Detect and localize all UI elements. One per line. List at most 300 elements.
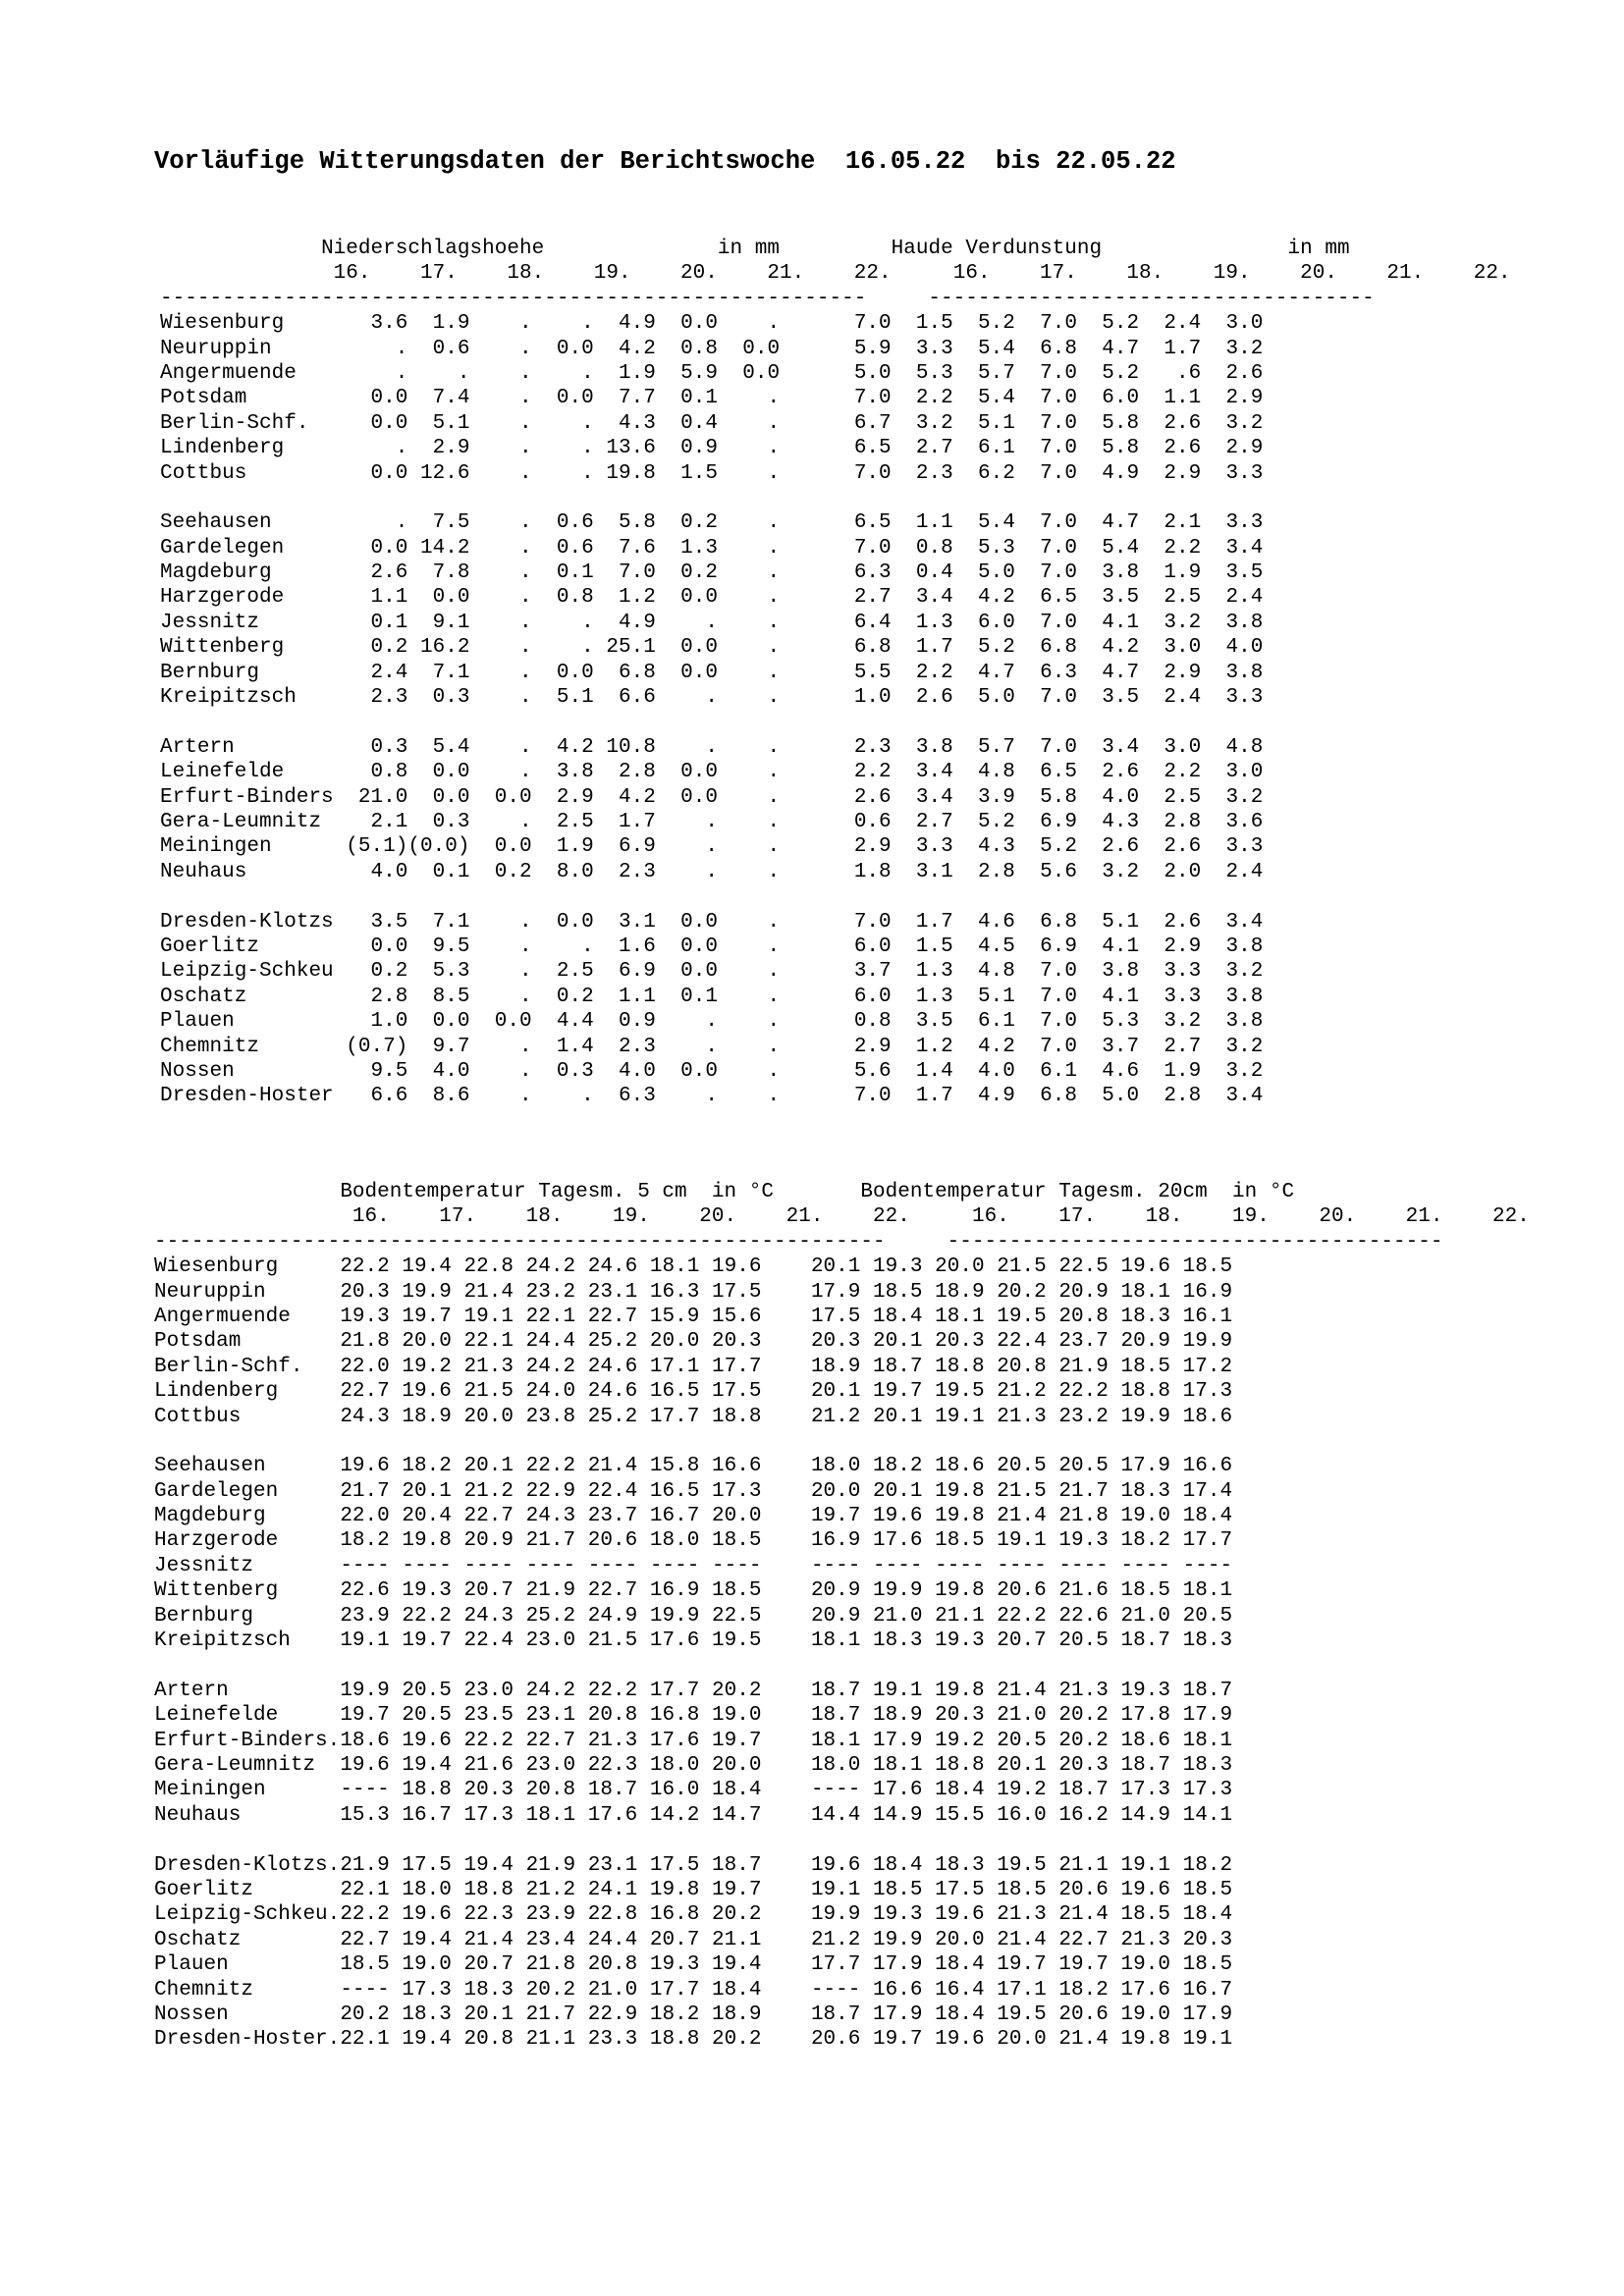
t20-value: 22.6 [1046, 1604, 1109, 1628]
precip-value: 9.7 [407, 1035, 470, 1058]
evap-value: 7.0 [1014, 1035, 1078, 1058]
station-name: Dresden-Klotzs [160, 910, 334, 934]
evap-value: 5.8 [1077, 437, 1140, 460]
evap-value: 3.4 [891, 586, 953, 610]
t5-value: 20.0 [637, 1330, 700, 1354]
day-header: 21. [1356, 1205, 1443, 1229]
evap-value: 7.0 [1014, 461, 1078, 485]
precip-value: . [407, 361, 470, 385]
t20-value: 17.5 [922, 1878, 985, 1901]
station-name: Goerlitz [154, 1878, 341, 1901]
station-name: Wiesenburg [160, 312, 334, 336]
unit-label: in °C [1231, 1181, 1295, 1203]
evap-value: 4.0 [952, 1059, 1015, 1083]
t5-value: 19.4 [451, 1853, 514, 1877]
evap-value: 7.0 [1014, 611, 1078, 634]
t20-value: ---- [860, 1554, 923, 1577]
table-row [154, 1853, 1530, 1878]
t5-value: 19.1 [340, 1629, 390, 1653]
day-header: 21. [736, 1205, 824, 1229]
precip-value: 0.0 [333, 536, 408, 560]
t5-value: 21.4 [451, 1928, 514, 1951]
table-row [154, 1952, 1530, 1977]
t5-value: 17.3 [699, 1479, 762, 1503]
t20-value: 20.1 [860, 1405, 923, 1428]
station-name: Gera-Leumnitz [160, 810, 334, 833]
evap-value: 5.2 [1077, 361, 1140, 385]
evap-value: 3.0 [1139, 636, 1202, 660]
t20-value: 20.0 [984, 2028, 1047, 2052]
evap-value: 0.6 [816, 810, 892, 833]
day-header: 16. [941, 262, 991, 286]
t20-value: 18.5 [1108, 1579, 1170, 1603]
evap-value: 6.0 [952, 611, 1015, 634]
t20-value: 18.1 [1108, 1280, 1170, 1304]
t20-value: 17.9 [1169, 1704, 1233, 1728]
precip-value: . [717, 561, 781, 585]
t5-value: 22.8 [575, 1903, 638, 1927]
table-row [154, 1629, 1530, 1653]
precip-value: . [655, 835, 718, 859]
t20-value: 18.8 [922, 1753, 985, 1777]
station-name: Neuhaus [154, 1803, 341, 1827]
unit-label: in °C [711, 1181, 775, 1203]
station-name: Kreipitzsch [154, 1629, 341, 1653]
t20-value: 18.4 [1169, 1505, 1233, 1528]
precip-value: 2.3 [593, 860, 656, 883]
precip-value: 3.6 [333, 312, 408, 336]
t20-value: 18.2 [1108, 1529, 1170, 1553]
precip-value: . [717, 785, 781, 809]
evap-value: 7.0 [1014, 361, 1078, 385]
precip-value: 1.9 [407, 312, 470, 336]
t5-value: 23.5 [451, 1704, 514, 1728]
evap-value: 2.7 [891, 810, 953, 833]
t20-value: 19.8 [922, 1479, 985, 1503]
station-name: Meiningen [160, 835, 334, 859]
t5-value: 17.7 [637, 1978, 700, 2002]
blank-line [154, 1828, 1530, 1852]
evap-value: 3.2 [1139, 611, 1202, 634]
precip-value: 7.4 [407, 387, 470, 410]
evap-value: 7.0 [1014, 960, 1078, 984]
t5-value: ---- [340, 1978, 390, 2002]
precip-value: . [717, 661, 781, 684]
evap-value: 3.2 [1201, 1035, 1264, 1058]
t20-value: 21.2 [810, 1405, 861, 1428]
t5-value: 18.8 [699, 1405, 762, 1428]
t20-value: 18.7 [1108, 1753, 1170, 1777]
t5-value: 18.4 [699, 1779, 762, 1802]
t20-value: 18.1 [810, 1729, 861, 1752]
evap-value: 0.8 [816, 1010, 892, 1034]
t20-value: 18.4 [860, 1853, 923, 1877]
t20-value: 19.2 [922, 1729, 985, 1752]
evap-value: 6.5 [816, 437, 892, 460]
precip-value: . [717, 960, 781, 984]
evaporation-title: Haude Verdunstung [891, 238, 1103, 260]
t5-value: 21.9 [340, 1853, 390, 1877]
blank-line [160, 884, 1511, 909]
t20-value: 17.8 [1108, 1704, 1170, 1728]
t20-value: 19.6 [1108, 1255, 1170, 1279]
evap-value: 5.7 [952, 735, 1015, 759]
t5-value: 20.2 [699, 1679, 762, 1702]
precip-value: . [469, 411, 532, 435]
evap-value: 2.4 [1139, 312, 1202, 336]
precip-value: 0.0 [655, 934, 718, 958]
precip-value: 0.0 [717, 361, 781, 385]
t5-value: 19.0 [389, 1953, 452, 1977]
t5-value: 19.4 [699, 1953, 762, 1977]
precip-value: . [469, 1085, 532, 1108]
t20-value: 18.3 [1169, 1753, 1233, 1777]
t5-value: 24.3 [340, 1405, 390, 1428]
t5-value: 22.6 [340, 1579, 390, 1603]
precip-value: 7.1 [407, 910, 470, 934]
t20-value: 20.3 [922, 1330, 985, 1354]
t20-value: 20.8 [984, 1355, 1047, 1378]
evap-value: 5.3 [1077, 1010, 1140, 1034]
evap-value: 4.9 [952, 1085, 1015, 1108]
page-title: Vorläufige Witterungsdaten der Berichtswoche 16.05.22 bis 22.05.22 [154, 147, 1176, 176]
t20-value: 14.9 [860, 1803, 923, 1827]
evap-value: 5.4 [952, 387, 1015, 410]
evap-value: 4.0 [1077, 785, 1140, 809]
t20-value: 18.4 [922, 1779, 985, 1802]
t20-value: 22.4 [984, 1330, 1047, 1354]
t5-value: 19.9 [340, 1679, 390, 1702]
precip-value: 19.8 [593, 461, 656, 485]
t5-value: 16.7 [389, 1803, 452, 1827]
t5-value: 23.1 [575, 1280, 638, 1304]
t20-value: 16.9 [1169, 1280, 1233, 1304]
t5-value: 20.8 [575, 1953, 638, 1977]
t20-value: 19.3 [1108, 1679, 1170, 1702]
t20-value: 18.6 [922, 1455, 985, 1478]
t20-value: 19.3 [922, 1629, 985, 1653]
evap-value: 5.0 [952, 561, 1015, 585]
t5-value: 23.0 [514, 1753, 576, 1777]
t20-value: 21.5 [984, 1255, 1047, 1279]
t5-value: 24.2 [514, 1355, 576, 1378]
evap-value: 3.4 [1077, 735, 1140, 759]
t5-value: 20.2 [699, 1903, 762, 1927]
t20-value: 19.9 [810, 1903, 861, 1927]
precip-value: . [717, 387, 781, 410]
precip-value: 4.3 [593, 411, 656, 435]
t20-value: 18.4 [860, 1305, 923, 1328]
evap-value: 6.9 [1014, 934, 1078, 958]
t5-value: 22.2 [340, 1903, 390, 1927]
t5-value: 21.2 [514, 1878, 576, 1901]
t5-value: 20.1 [451, 2002, 514, 2026]
evap-value: 3.8 [1077, 561, 1140, 585]
precip-value: 5.8 [593, 511, 656, 535]
precip-value: 0.0 [469, 785, 532, 809]
t20-value: 19.5 [984, 1305, 1047, 1328]
table-row [154, 1679, 1530, 1703]
precip-value: 0.3 [531, 1059, 594, 1083]
divider: ----------------------------------------------------------- ---------------------------------------- [154, 1230, 1443, 1254]
precip-value: 2.5 [531, 960, 594, 984]
precip-value: . [531, 636, 594, 660]
t5-value: 19.8 [389, 1529, 452, 1553]
table-row [154, 1578, 1530, 1603]
precip-value: 0.2 [469, 860, 532, 883]
precip-value: 1.0 [333, 1010, 408, 1034]
precip-value: . [469, 960, 532, 984]
evap-value: 5.4 [1077, 536, 1140, 560]
precip-value: (0.7) [333, 1035, 408, 1058]
evap-value: 2.5 [1139, 586, 1202, 610]
precip-value: 0.1 [655, 387, 718, 410]
table-row [154, 1355, 1530, 1379]
precip-value: 1.9 [593, 361, 656, 385]
precip-value: 0.3 [407, 810, 470, 833]
precip-value: 16.2 [407, 636, 470, 660]
precip-value: . [717, 586, 781, 610]
t5-value: 20.3 [699, 1330, 762, 1354]
t20-value: 19.1 [1169, 2028, 1233, 2052]
t5-value: 22.7 [575, 1579, 638, 1603]
t5-value: 20.0 [699, 1505, 762, 1528]
precip-value: . [717, 1085, 781, 1108]
t5-value: 21.2 [451, 1479, 514, 1503]
t20-value: 21.4 [984, 1928, 1047, 1951]
t5-value: 20.7 [451, 1579, 514, 1603]
precip-value: 0.4 [655, 411, 718, 435]
evap-value: 3.2 [1077, 860, 1140, 883]
evap-value: 2.6 [1077, 761, 1140, 784]
evap-value: 2.6 [816, 785, 892, 809]
t5-value: 19.7 [699, 1878, 762, 1901]
evap-value: 7.0 [816, 461, 892, 485]
table-row [154, 1778, 1530, 1802]
day-header: 20. [1269, 1205, 1357, 1229]
precip-value: 0.1 [531, 561, 594, 585]
t5-value: 17.3 [389, 1978, 452, 2002]
t20-value: 17.9 [810, 1280, 861, 1304]
t20-value: 21.2 [984, 1380, 1047, 1404]
t5-value: 20.1 [389, 1479, 452, 1503]
t20-value: 20.1 [810, 1255, 861, 1279]
precip-value: 21.0 [333, 785, 408, 809]
table-row [160, 785, 1511, 810]
evap-value: 5.2 [952, 810, 1015, 833]
precip-value: . [531, 1085, 594, 1108]
precip-value: 0.0 [717, 337, 781, 360]
precip-value: 0.1 [407, 860, 470, 883]
t20-value: 20.1 [860, 1479, 923, 1503]
t20-value: 14.9 [1108, 1803, 1170, 1827]
t5-value: 24.6 [575, 1355, 638, 1378]
t20-value: 18.5 [860, 1280, 923, 1304]
evap-value: 3.8 [1201, 934, 1264, 958]
precip-value: . [655, 1010, 718, 1034]
t5-value: 23.9 [514, 1903, 576, 1927]
t20-value: 19.7 [860, 2028, 923, 2052]
t20-value: 16.9 [810, 1529, 861, 1553]
t5-value: 14.2 [637, 1803, 700, 1827]
t5-value: 18.8 [389, 1779, 452, 1802]
t20-value: 19.1 [810, 1878, 861, 1901]
t5-value: 20.2 [340, 2002, 390, 2026]
table-row [160, 635, 1511, 660]
station-name: Nossen [160, 1059, 334, 1083]
precip-value: 2.4 [333, 661, 408, 684]
t20-value: 19.6 [810, 1853, 861, 1877]
evap-value: 2.2 [891, 387, 953, 410]
t20-value: 19.3 [860, 1903, 923, 1927]
evap-value: 3.8 [1201, 1010, 1264, 1034]
t20-value: 16.6 [860, 1978, 923, 2002]
t5-value: 24.3 [451, 1604, 514, 1628]
evap-value: 3.3 [1201, 686, 1264, 710]
t5-value: 18.3 [451, 1978, 514, 2002]
evap-value: 2.3 [891, 461, 953, 485]
t5-value: 23.3 [575, 2028, 638, 2052]
station-name: Leinefelde [160, 761, 334, 784]
precip-value: . [717, 461, 781, 485]
t5-value: 21.7 [514, 2002, 576, 2026]
day-header: 20. [1250, 262, 1337, 286]
evap-value: 4.8 [1201, 735, 1264, 759]
evap-value: 5.0 [952, 686, 1015, 710]
evap-value: 7.0 [1014, 411, 1078, 435]
precip-value: 6.9 [593, 835, 656, 859]
t20-value: 19.9 [1108, 1405, 1170, 1428]
t5-value: 20.4 [389, 1505, 452, 1528]
t20-value: 17.9 [860, 1953, 923, 1977]
blank-line [154, 1653, 1530, 1678]
evap-value: 7.0 [1014, 686, 1078, 710]
evap-value: 5.4 [952, 337, 1015, 360]
evap-value: 2.6 [1139, 411, 1202, 435]
t20-value: 18.7 [1169, 1679, 1233, 1702]
table-row [154, 1928, 1530, 1952]
evap-value: 1.3 [891, 611, 953, 634]
t5-value: 16.0 [637, 1779, 700, 1802]
evap-value: 6.1 [952, 1010, 1015, 1034]
t5-value: 21.3 [451, 1355, 514, 1378]
evap-value: 3.5 [891, 1010, 953, 1034]
unit-label: in mm [1287, 238, 1350, 260]
t20-value: 22.7 [1046, 1928, 1109, 1951]
evap-value: 1.7 [891, 636, 953, 660]
t20-value: 21.9 [1046, 1355, 1109, 1378]
precip-value: . [333, 437, 408, 460]
t20-value: 19.9 [1169, 1330, 1233, 1354]
t5-value: 19.6 [389, 1380, 452, 1404]
precip-value: 4.0 [407, 1059, 470, 1083]
evap-value: 6.3 [816, 561, 892, 585]
t20-value: 20.0 [810, 1479, 861, 1503]
t20-value: 20.2 [1046, 1729, 1109, 1752]
evap-value: 4.2 [952, 1035, 1015, 1058]
t5-value: 19.3 [340, 1305, 390, 1328]
soil-5cm-title: Bodentemperatur Tagesm. 5 cm [340, 1181, 687, 1203]
station-name: Angermuende [154, 1305, 341, 1328]
day-header: 22. [804, 262, 892, 286]
precip-value: 0.1 [333, 611, 408, 634]
evap-value: 5.1 [952, 411, 1015, 435]
precip-value: 6.6 [333, 1085, 408, 1108]
table-row [160, 510, 1511, 535]
precip-value: 0.0 [407, 1010, 470, 1034]
evap-value: 4.1 [1077, 985, 1140, 1008]
evap-value: 2.9 [1139, 461, 1202, 485]
t20-value: 15.5 [922, 1803, 985, 1827]
t5-value: 18.2 [389, 1455, 452, 1478]
precip-value: 1.6 [593, 934, 656, 958]
t5-value: 19.4 [389, 1255, 452, 1279]
precip-value: . [717, 761, 781, 784]
evap-value: 1.1 [891, 511, 953, 535]
t5-value: 22.7 [340, 1928, 390, 1951]
precip-value: 3.8 [531, 761, 594, 784]
evap-value: 3.2 [1201, 960, 1264, 984]
t20-value: 17.7 [810, 1953, 861, 1977]
precip-value: 5.3 [407, 960, 470, 984]
t20-value: 19.7 [810, 1505, 861, 1528]
t20-value: 18.2 [860, 1455, 923, 1478]
t20-value: ---- [922, 1554, 985, 1577]
precip-value: 0.8 [333, 761, 408, 784]
precip-value: 0.2 [531, 985, 594, 1008]
t20-value: ---- [810, 1978, 861, 2002]
evap-value: 1.7 [891, 1085, 953, 1108]
t5-value: 19.3 [389, 1579, 452, 1603]
day-header: 22. [1442, 1205, 1530, 1229]
precip-value: . [655, 860, 718, 883]
evap-value: 4.1 [1077, 611, 1140, 634]
precip-value: 0.2 [655, 511, 718, 535]
evap-value: 1.3 [891, 960, 953, 984]
precip-value: . [717, 1035, 781, 1058]
t20-value: 20.9 [810, 1604, 861, 1628]
evap-value: 7.0 [816, 312, 892, 336]
evap-value: 3.4 [1201, 536, 1264, 560]
day-header-row [154, 1204, 1530, 1229]
t5-value: 21.3 [575, 1729, 638, 1752]
precip-value: . [469, 312, 532, 336]
t5-value: 16.6 [699, 1455, 762, 1478]
table-row [160, 436, 1511, 460]
table-row [160, 461, 1511, 486]
t5-value: 20.2 [699, 2028, 762, 2052]
blank-line [154, 1429, 1530, 1454]
t5-value: 17.5 [699, 1380, 762, 1404]
t5-value: 20.2 [514, 1978, 576, 2002]
t5-value: 20.8 [514, 1779, 576, 1802]
t20-value: 18.5 [984, 1878, 1047, 1901]
t5-value: 18.4 [699, 1978, 762, 2002]
evap-value: 4.7 [1077, 511, 1140, 535]
precip-value: 4.9 [593, 312, 656, 336]
t20-value: 18.0 [810, 1455, 861, 1478]
station-name: Neuhaus [160, 860, 334, 883]
evap-value: 2.4 [1139, 686, 1202, 710]
precipitation-title: Niederschlagshoehe [321, 238, 545, 260]
station-name: Kreipitzsch [160, 686, 334, 710]
t20-value: 16.2 [1046, 1803, 1109, 1827]
precip-value: . [531, 611, 594, 634]
station-name: Cottbus [160, 461, 334, 485]
evap-value: 6.5 [1014, 761, 1078, 784]
station-name: Nossen [154, 2002, 341, 2026]
evap-value: 3.3 [1201, 461, 1264, 485]
